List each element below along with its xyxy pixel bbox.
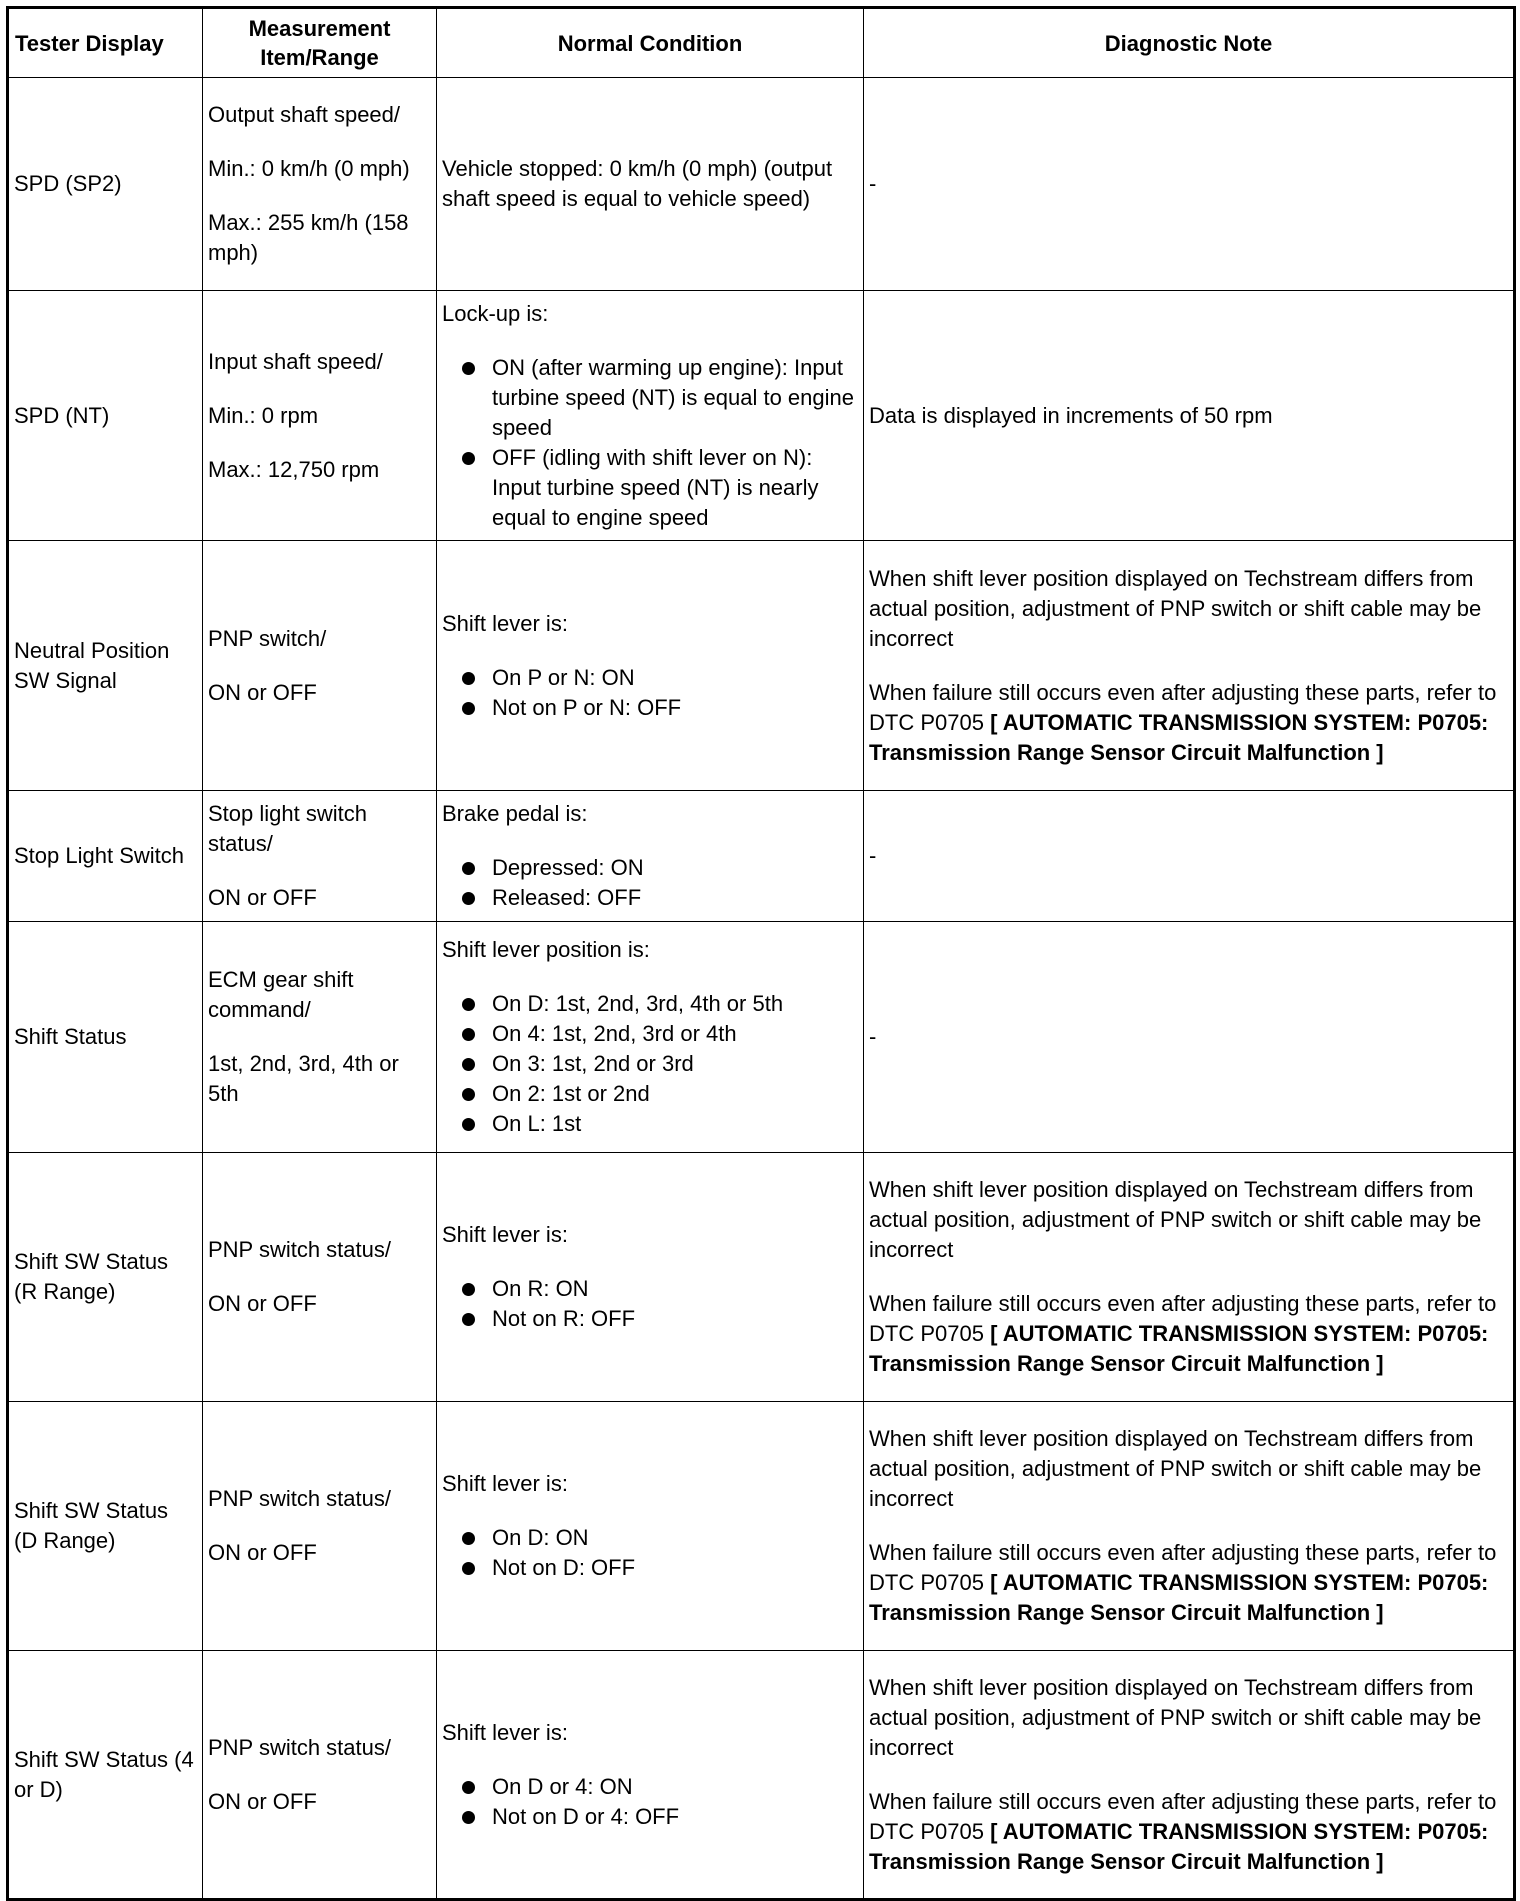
header-measurement-item [203,8,437,78]
condition-intro: Brake pedal is: [442,801,588,826]
condition-bullet: On P or N: ON [442,663,858,693]
table-row [8,291,1515,541]
note-text: When shift lever position displayed on Techstream differs from actual position, adjustment of PNP switch or shift cable may be incorrect [869,1177,1482,1262]
table-row [8,1651,1515,1900]
header-normal-condition: Normal Condition [437,8,864,78]
condition-bullet: On D: 1st, 2nd, 3rd, 4th or 5th [442,989,858,1019]
tester-display-cell: Stop Light Switch [8,791,203,922]
measurement-cell [203,1402,437,1651]
condition-bullet: Not on R: OFF [442,1304,858,1334]
measurement-line: Input shaft speed/ [208,348,383,374]
measurement-line: ON or OFF [208,885,317,910]
note-reference [869,1787,1508,1877]
measurement-line: Max.: 255 km/h (158 mph) [208,210,409,265]
tester-display-cell: Shift SW Status (R Range) [8,1153,203,1402]
header-measurement-line1: Measurement [248,16,391,41]
measurement-line: Min.: 0 km/h (0 mph) [208,156,410,181]
normal-condition-cell [437,791,864,922]
note-reference-text: When failure still occurs even after adjusting these parts, refer to DTC P0705 [869,679,1497,735]
condition-intro: Shift lever is: [442,1222,568,1247]
condition-bullet: On L: 1st [442,1109,858,1139]
note-text: When shift lever position displayed on Techstream differs from actual position, adjustment of PNP switch or shift cable may be incorrect [869,1674,1482,1760]
diagnostic-note-cell [864,1402,1515,1651]
note-text: Data is displayed in increments of 50 rpm [869,402,1273,428]
condition-intro: Shift lever is: [442,1719,568,1745]
tester-display-cell: SPD (NT) [8,291,203,541]
condition-text: Vehicle stopped: 0 km/h (0 mph) (output shaft speed is equal to vehicle speed) [442,156,833,211]
tester-display-cell: Neutral Position SW Signal [8,541,203,791]
measurement-line: ON or OFF [208,1291,317,1316]
condition-bullet: Not on D or 4: OFF [442,1802,858,1832]
condition-bullet: On 3: 1st, 2nd or 3rd [442,1049,858,1079]
header-measurement-line2: Item/Range [260,45,379,70]
condition-bullet: On 2: 1st or 2nd [442,1079,858,1109]
measurement-line: PNP switch status/ [208,1734,391,1760]
condition-bullet: OFF (idling with shift lever on N): Input turbine speed (NT) is nearly equal to engine speed [442,443,858,533]
measurement-line: 1st, 2nd, 3rd, 4th or 5th [208,1051,399,1106]
measurement-cell [203,1153,437,1402]
data-list-page [6,6,1513,1883]
measurement-cell [203,541,437,791]
condition-intro: Shift lever position is: [442,937,650,962]
condition-intro: Shift lever is: [442,610,568,636]
normal-condition-cell [437,1402,864,1651]
normal-condition-cell [437,78,864,291]
dtc-reference-link[interactable]: [ AUTOMATIC TRANSMISSION SYSTEM: P0705: Transmission Range Sensor Circuit Malfunction ] [869,1321,1489,1376]
condition-list [442,663,858,723]
table-row [8,1153,1515,1402]
normal-condition-cell [437,541,864,791]
note-text: - [869,1024,877,1049]
header-row [8,8,1515,78]
condition-bullet: On 4: 1st, 2nd, 3rd or 4th [442,1019,858,1049]
table-row [8,78,1515,291]
measurement-line: ON or OFF [208,1788,317,1814]
note-text: - [869,171,877,196]
diagnostic-note-cell [864,78,1515,291]
note-reference [869,678,1508,768]
note-text: When shift lever position displayed on Techstream differs from actual position, adjustment of PNP switch or shift cable may be incorrect [869,565,1482,651]
diagnostic-note-cell [864,1153,1515,1402]
condition-bullet: Depressed: ON [442,853,858,883]
measurement-cell [203,291,437,541]
condition-list [442,1523,858,1583]
measurement-line: PNP switch status/ [208,1486,391,1511]
dtc-reference-link[interactable]: [ AUTOMATIC TRANSMISSION SYSTEM: P0705: Transmission Range Sensor Circuit Malfunction ] [869,1818,1489,1874]
condition-list [442,1772,858,1832]
measurement-cell [203,1651,437,1900]
condition-list [442,1274,858,1334]
diagnostic-note-cell [864,1651,1515,1900]
measurement-line: ECM gear shift command/ [208,967,354,1022]
note-reference-text: When failure still occurs even after adjusting these parts, refer to DTC P0705 [869,1291,1497,1346]
condition-bullet: ON (after warming up engine): Input turbine speed (NT) is equal to engine speed [442,353,858,443]
measurement-cell [203,791,437,922]
dtc-reference-link[interactable]: [ AUTOMATIC TRANSMISSION SYSTEM: P0705: Transmission Range Sensor Circuit Malfunction ] [869,1570,1489,1625]
tester-display-cell: Shift Status [8,922,203,1153]
condition-list [442,353,858,533]
condition-bullet: On R: ON [442,1274,858,1304]
tester-display-cell: Shift SW Status (4 or D) [8,1651,203,1900]
table-row [8,791,1515,922]
condition-bullet: Not on P or N: OFF [442,693,858,723]
measurement-line: PNP switch/ [208,625,327,651]
condition-list [442,989,858,1139]
header-tester-display: Tester Display [8,8,203,78]
data-list-table [6,6,1516,1901]
note-reference-text: When failure still occurs even after adjusting these parts, refer to DTC P0705 [869,1540,1497,1595]
table-row [8,922,1515,1153]
measurement-line: Max.: 12,750 rpm [208,456,380,482]
condition-list [442,853,858,913]
measurement-line: Min.: 0 rpm [208,402,319,428]
condition-bullet: Released: OFF [442,883,858,913]
table-row [8,1402,1515,1651]
measurement-line: PNP switch status/ [208,1237,391,1262]
tester-display-cell: SPD (SP2) [8,78,203,291]
condition-intro: Lock-up is: [442,300,549,326]
dtc-reference-link[interactable]: [ AUTOMATIC TRANSMISSION SYSTEM: P0705: Transmission Range Sensor Circuit Malfunction ] [869,709,1489,765]
normal-condition-cell [437,1153,864,1402]
normal-condition-cell [437,291,864,541]
measurement-line: Stop light switch status/ [208,801,367,856]
measurement-line: ON or OFF [208,1540,317,1565]
measurement-line: ON or OFF [208,679,317,705]
note-reference-text: When failure still occurs even after adjusting these parts, refer to DTC P0705 [869,1788,1497,1844]
table-row [8,541,1515,791]
tester-display-cell: Shift SW Status (D Range) [8,1402,203,1651]
condition-bullet: Not on D: OFF [442,1553,858,1583]
diagnostic-note-cell [864,541,1515,791]
measurement-line: Output shaft speed/ [208,102,401,127]
condition-bullet: On D: ON [442,1523,858,1553]
normal-condition-cell [437,922,864,1153]
condition-intro: Shift lever is: [442,1471,568,1496]
diagnostic-note-cell [864,791,1515,922]
diagnostic-note-cell [864,922,1515,1153]
note-text: - [869,843,877,868]
note-reference [869,1538,1508,1628]
diagnostic-note-cell [864,291,1515,541]
header-diagnostic-note: Diagnostic Note [864,8,1515,78]
measurement-cell [203,78,437,291]
condition-bullet: On D or 4: ON [442,1772,858,1802]
note-reference [869,1289,1508,1379]
measurement-cell [203,922,437,1153]
normal-condition-cell [437,1651,864,1900]
note-text: When shift lever position displayed on Techstream differs from actual position, adjustment of PNP switch or shift cable may be incorrect [869,1426,1482,1511]
